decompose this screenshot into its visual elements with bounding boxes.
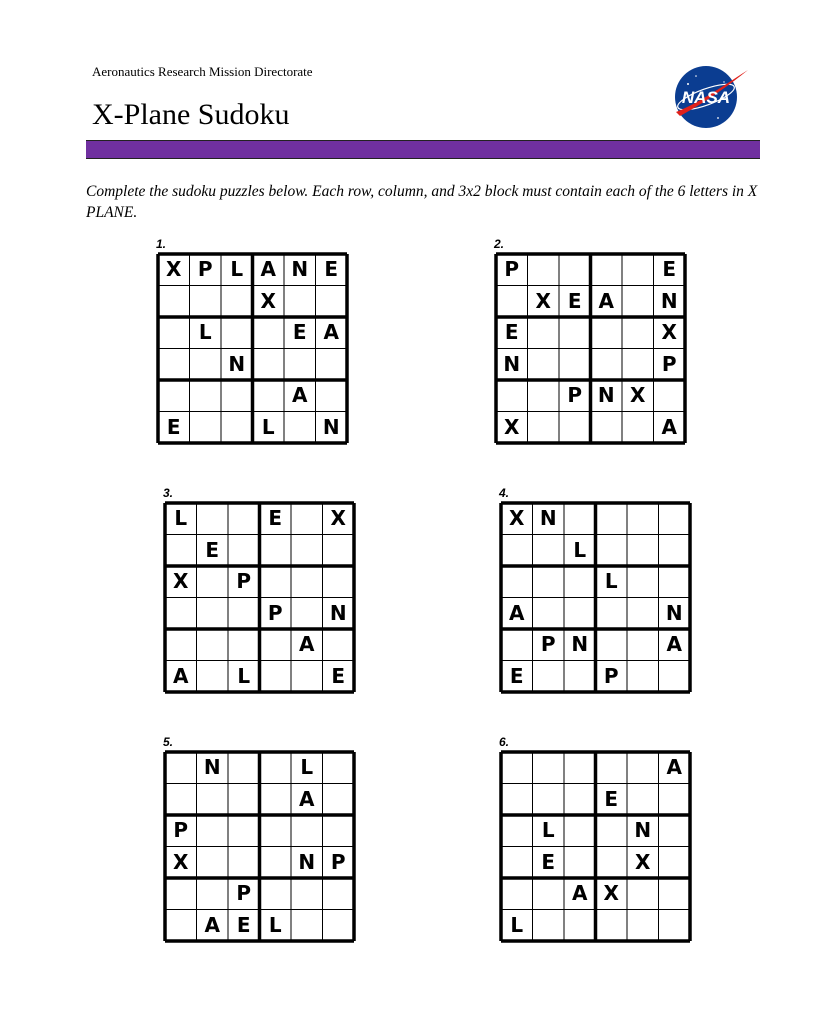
sudoku-cell[interactable]: [253, 380, 285, 412]
sudoku-cell[interactable]: [622, 286, 654, 318]
sudoku-cell[interactable]: [559, 412, 591, 444]
sudoku-cell: P: [236, 881, 252, 905]
sudoku-cell: N: [291, 257, 309, 281]
sudoku-cell[interactable]: [228, 847, 260, 879]
sudoku-cell: E: [604, 786, 619, 811]
sudoku-cell[interactable]: [659, 661, 691, 693]
sudoku-cell[interactable]: [564, 784, 596, 816]
sudoku-cell[interactable]: [260, 661, 292, 693]
sudoku-cell[interactable]: [323, 535, 355, 567]
sudoku-cell[interactable]: [596, 535, 628, 567]
sudoku-cell[interactable]: [528, 380, 560, 412]
sudoku-cell: A: [204, 912, 220, 937]
sudoku-cell[interactable]: [501, 815, 533, 847]
sudoku-cell: N: [660, 288, 678, 313]
sudoku-cell[interactable]: [190, 286, 222, 318]
sudoku-cell: A: [509, 600, 525, 625]
sudoku-cell[interactable]: [622, 412, 654, 444]
sudoku-cell: N: [322, 414, 340, 439]
sudoku-cell[interactable]: [284, 412, 316, 444]
sudoku-cell[interactable]: [260, 752, 292, 784]
sudoku-cell: E: [324, 257, 339, 281]
sudoku-cell[interactable]: [228, 503, 260, 535]
sudoku-cell: E: [331, 663, 346, 688]
sudoku-cell[interactable]: [291, 503, 323, 535]
sudoku-cell[interactable]: [323, 629, 355, 661]
sudoku-cell[interactable]: [501, 847, 533, 879]
sudoku-cell[interactable]: [197, 784, 229, 816]
sudoku-cell: A: [666, 632, 682, 656]
sudoku-cell[interactable]: [228, 815, 260, 847]
sudoku-cell: X: [504, 414, 520, 439]
sudoku-grid: [156, 252, 349, 445]
sudoku-cell: N: [597, 383, 615, 407]
sudoku-cell: E: [662, 257, 677, 281]
sudoku-cell[interactable]: [165, 910, 197, 942]
sudoku-cell[interactable]: [323, 752, 355, 784]
sudoku-cell[interactable]: [533, 598, 565, 630]
sudoku-cell: P: [504, 257, 520, 281]
sudoku-cell[interactable]: [291, 566, 323, 598]
sudoku-cell[interactable]: [316, 286, 348, 318]
sudoku-cell[interactable]: [564, 752, 596, 784]
sudoku-cell: A: [260, 257, 276, 281]
sudoku-cell: N: [503, 351, 521, 376]
sudoku-cell[interactable]: [627, 661, 659, 693]
sudoku-cell[interactable]: [533, 661, 565, 693]
sudoku-cell[interactable]: [627, 535, 659, 567]
sudoku-cell: N: [329, 600, 347, 625]
sudoku-cell[interactable]: [596, 598, 628, 630]
sudoku-cell: E: [509, 663, 524, 688]
sudoku-cell[interactable]: [564, 910, 596, 942]
sudoku-cell[interactable]: [197, 815, 229, 847]
sudoku-cell[interactable]: [622, 254, 654, 286]
sudoku-cell: X: [330, 506, 346, 530]
sudoku-cell: L: [230, 257, 244, 281]
sudoku-cell[interactable]: [533, 566, 565, 598]
sudoku-cell[interactable]: [190, 349, 222, 381]
sudoku-cell[interactable]: [158, 380, 190, 412]
sudoku-cell[interactable]: [533, 878, 565, 910]
sudoku-cell: X: [173, 849, 189, 874]
sudoku-cell[interactable]: [197, 566, 229, 598]
sudoku-cell[interactable]: [564, 598, 596, 630]
sudoku-cell[interactable]: [260, 629, 292, 661]
sudoku-cell[interactable]: [260, 784, 292, 816]
sudoku-cell[interactable]: [158, 317, 190, 349]
sudoku-cell[interactable]: [260, 566, 292, 598]
sudoku-cell: N: [539, 506, 557, 530]
sudoku-cell[interactable]: [228, 629, 260, 661]
sudoku-grid: [163, 501, 356, 694]
sudoku-cell: X: [630, 383, 646, 407]
sudoku-cell[interactable]: [659, 503, 691, 535]
sudoku-cell[interactable]: [291, 815, 323, 847]
sudoku-cell[interactable]: [627, 752, 659, 784]
sudoku-cell[interactable]: [564, 566, 596, 598]
sudoku-cell: X: [603, 881, 619, 905]
sudoku-cell[interactable]: [596, 752, 628, 784]
sudoku-cell: N: [228, 351, 246, 376]
sudoku-cell: L: [261, 414, 275, 439]
sudoku-cell: L: [237, 663, 251, 688]
sudoku-cell: N: [634, 818, 652, 842]
sudoku-cell[interactable]: [323, 784, 355, 816]
sudoku-cell[interactable]: [596, 503, 628, 535]
sudoku-cell[interactable]: [228, 784, 260, 816]
sudoku-grid: [163, 750, 356, 943]
sudoku-cell[interactable]: [627, 629, 659, 661]
sudoku-cell[interactable]: [221, 380, 253, 412]
sudoku-cell: A: [666, 755, 682, 779]
sudoku-cell[interactable]: [564, 815, 596, 847]
sudoku-cell[interactable]: [221, 317, 253, 349]
sudoku-cell: P: [661, 351, 677, 376]
sudoku-cell[interactable]: [596, 910, 628, 942]
sudoku-cell[interactable]: [197, 629, 229, 661]
sudoku-cell[interactable]: [228, 598, 260, 630]
sudoku-cell[interactable]: [501, 752, 533, 784]
sudoku-cell: L: [300, 755, 314, 779]
sudoku-cell[interactable]: [528, 349, 560, 381]
sudoku-cell: A: [299, 632, 315, 656]
sudoku-grid: [494, 252, 687, 445]
sudoku-cell[interactable]: [564, 503, 596, 535]
nasa-logo: [666, 62, 750, 132]
sudoku-cell[interactable]: [501, 878, 533, 910]
sudoku-cell: L: [174, 506, 188, 530]
sudoku-cell[interactable]: [591, 317, 623, 349]
sudoku-cell: L: [541, 818, 555, 842]
sudoku-cell: L: [198, 320, 212, 344]
sudoku-cell[interactable]: [221, 412, 253, 444]
sudoku-cell[interactable]: [190, 412, 222, 444]
sudoku-cell: E: [541, 849, 556, 874]
sudoku-cell[interactable]: [559, 254, 591, 286]
sudoku-cell: E: [504, 320, 519, 344]
sudoku-cell[interactable]: [501, 629, 533, 661]
sudoku-cell[interactable]: [260, 847, 292, 879]
sudoku-cell[interactable]: [228, 752, 260, 784]
sudoku-cell[interactable]: [316, 349, 348, 381]
sudoku-cell: E: [236, 912, 251, 937]
sudoku-cell[interactable]: [197, 878, 229, 910]
sudoku-cell: X: [661, 320, 677, 344]
sudoku-cell: E: [292, 320, 307, 344]
sudoku-cell[interactable]: [659, 910, 691, 942]
sudoku-cell: P: [603, 663, 619, 688]
sudoku-cell[interactable]: [528, 254, 560, 286]
sudoku-cell: P: [567, 383, 583, 407]
sudoku-cell[interactable]: [627, 566, 659, 598]
sudoku-cell[interactable]: [659, 847, 691, 879]
sudoku-cell: X: [509, 506, 525, 530]
sudoku-cell[interactable]: [596, 629, 628, 661]
sudoku-cell[interactable]: [260, 535, 292, 567]
sudoku-cell: E: [268, 506, 283, 530]
sudoku-cell[interactable]: [291, 910, 323, 942]
sudoku-cell: P: [197, 257, 213, 281]
sudoku-cell: N: [203, 755, 221, 779]
sudoku-cell: A: [292, 383, 308, 407]
sudoku-cell[interactable]: [291, 535, 323, 567]
sudoku-cell: X: [535, 288, 551, 313]
sudoku-cell[interactable]: [165, 598, 197, 630]
sudoku-cell[interactable]: [627, 598, 659, 630]
sudoku-cell[interactable]: [221, 286, 253, 318]
sudoku-cell[interactable]: [316, 380, 348, 412]
sudoku-cell: L: [510, 912, 524, 937]
sudoku-cell: E: [567, 288, 582, 313]
sudoku-cell[interactable]: [501, 566, 533, 598]
sudoku-cell: N: [665, 600, 683, 625]
sudoku-cell[interactable]: [165, 878, 197, 910]
sudoku-cell[interactable]: [528, 317, 560, 349]
sudoku-cell[interactable]: [291, 661, 323, 693]
sudoku-cell: X: [173, 569, 189, 593]
sudoku-cell[interactable]: [253, 349, 285, 381]
sudoku-cell[interactable]: [197, 661, 229, 693]
title-bar: [86, 140, 760, 159]
sudoku-cell[interactable]: [533, 910, 565, 942]
sudoku-cell[interactable]: [158, 286, 190, 318]
directorate-label: Aeronautics Research Mission Directorate: [92, 64, 313, 79]
sudoku-cell[interactable]: [591, 349, 623, 381]
sudoku-cell: A: [173, 663, 189, 688]
sudoku-grid: [499, 501, 692, 694]
sudoku-cell: P: [330, 849, 346, 874]
sudoku-cell[interactable]: [654, 380, 686, 412]
sudoku-cell[interactable]: [591, 412, 623, 444]
sudoku-cell: A: [661, 414, 677, 439]
sudoku-cell: L: [268, 912, 282, 937]
instructions: Complete the sudoku puzzles below. Each row, column, and 3x2 block must contain each of the 6 letters in X PLANE.: [86, 183, 758, 221]
sudoku-cell[interactable]: [260, 878, 292, 910]
sudoku-cell[interactable]: [165, 784, 197, 816]
sudoku-cell: P: [173, 818, 189, 842]
sudoku-cell[interactable]: [533, 784, 565, 816]
sudoku-cell[interactable]: [496, 380, 528, 412]
sudoku-cell: L: [604, 569, 618, 593]
sudoku-cell[interactable]: [228, 535, 260, 567]
sudoku-cell[interactable]: [622, 349, 654, 381]
sudoku-cell[interactable]: [501, 784, 533, 816]
sudoku-cell[interactable]: [627, 784, 659, 816]
sudoku-cell[interactable]: [260, 815, 292, 847]
sudoku-cell: E: [166, 414, 181, 439]
nasa-logo-icon: [666, 62, 750, 132]
logo-text: NASA: [681, 88, 731, 107]
sudoku-cell[interactable]: [627, 878, 659, 910]
sudoku-cell[interactable]: [533, 752, 565, 784]
sudoku-cell: N: [298, 849, 316, 874]
sudoku-cell[interactable]: [323, 815, 355, 847]
sudoku-cell[interactable]: [323, 910, 355, 942]
sudoku-cell[interactable]: [591, 254, 623, 286]
sudoku-cell[interactable]: [197, 598, 229, 630]
sudoku-cell: E: [205, 537, 220, 562]
sudoku-cell[interactable]: [323, 878, 355, 910]
sudoku-cell[interactable]: [291, 598, 323, 630]
sudoku-cell: N: [571, 632, 589, 656]
sudoku-cell[interactable]: [659, 878, 691, 910]
sudoku-cell[interactable]: [165, 535, 197, 567]
sudoku-cell: P: [236, 569, 252, 593]
sudoku-cell[interactable]: [197, 847, 229, 879]
sudoku-cell[interactable]: [659, 566, 691, 598]
sudoku-cell: L: [573, 537, 587, 562]
sudoku-cell[interactable]: [533, 535, 565, 567]
sudoku-cell[interactable]: [284, 349, 316, 381]
sudoku-cell: X: [260, 288, 276, 313]
sudoku-cell[interactable]: [190, 380, 222, 412]
sudoku-cell: A: [572, 881, 588, 905]
sudoku-cell: P: [267, 600, 283, 625]
sudoku-cell[interactable]: [559, 317, 591, 349]
page-title: X-Plane Sudoku: [92, 98, 290, 131]
sudoku-cell[interactable]: [627, 503, 659, 535]
sudoku-cell: A: [598, 288, 614, 313]
sudoku-cell[interactable]: [627, 910, 659, 942]
sudoku-cell[interactable]: [559, 349, 591, 381]
sudoku-cell[interactable]: [165, 752, 197, 784]
sudoku-cell[interactable]: [596, 847, 628, 879]
sudoku-cell: A: [323, 320, 339, 344]
sudoku-cell[interactable]: [158, 349, 190, 381]
sudoku-cell[interactable]: [659, 784, 691, 816]
sudoku-cell[interactable]: [596, 815, 628, 847]
sudoku-cell[interactable]: [564, 847, 596, 879]
sudoku-cell[interactable]: [253, 317, 285, 349]
sudoku-cell: X: [635, 849, 651, 874]
sudoku-cell[interactable]: [496, 286, 528, 318]
sudoku-grid: [499, 750, 692, 943]
sudoku-cell[interactable]: [622, 317, 654, 349]
sudoku-cell[interactable]: [501, 535, 533, 567]
sudoku-cell[interactable]: [659, 815, 691, 847]
sudoku-cell[interactable]: [659, 535, 691, 567]
sudoku-cell[interactable]: [197, 503, 229, 535]
sudoku-cell[interactable]: [528, 412, 560, 444]
sudoku-cell[interactable]: [165, 629, 197, 661]
sudoku-cell[interactable]: [323, 566, 355, 598]
sudoku-cell[interactable]: [284, 286, 316, 318]
sudoku-cell[interactable]: [291, 878, 323, 910]
sudoku-cell: X: [166, 257, 182, 281]
sudoku-cell: A: [299, 786, 315, 811]
sudoku-cell[interactable]: [564, 661, 596, 693]
sudoku-cell: P: [540, 632, 556, 656]
